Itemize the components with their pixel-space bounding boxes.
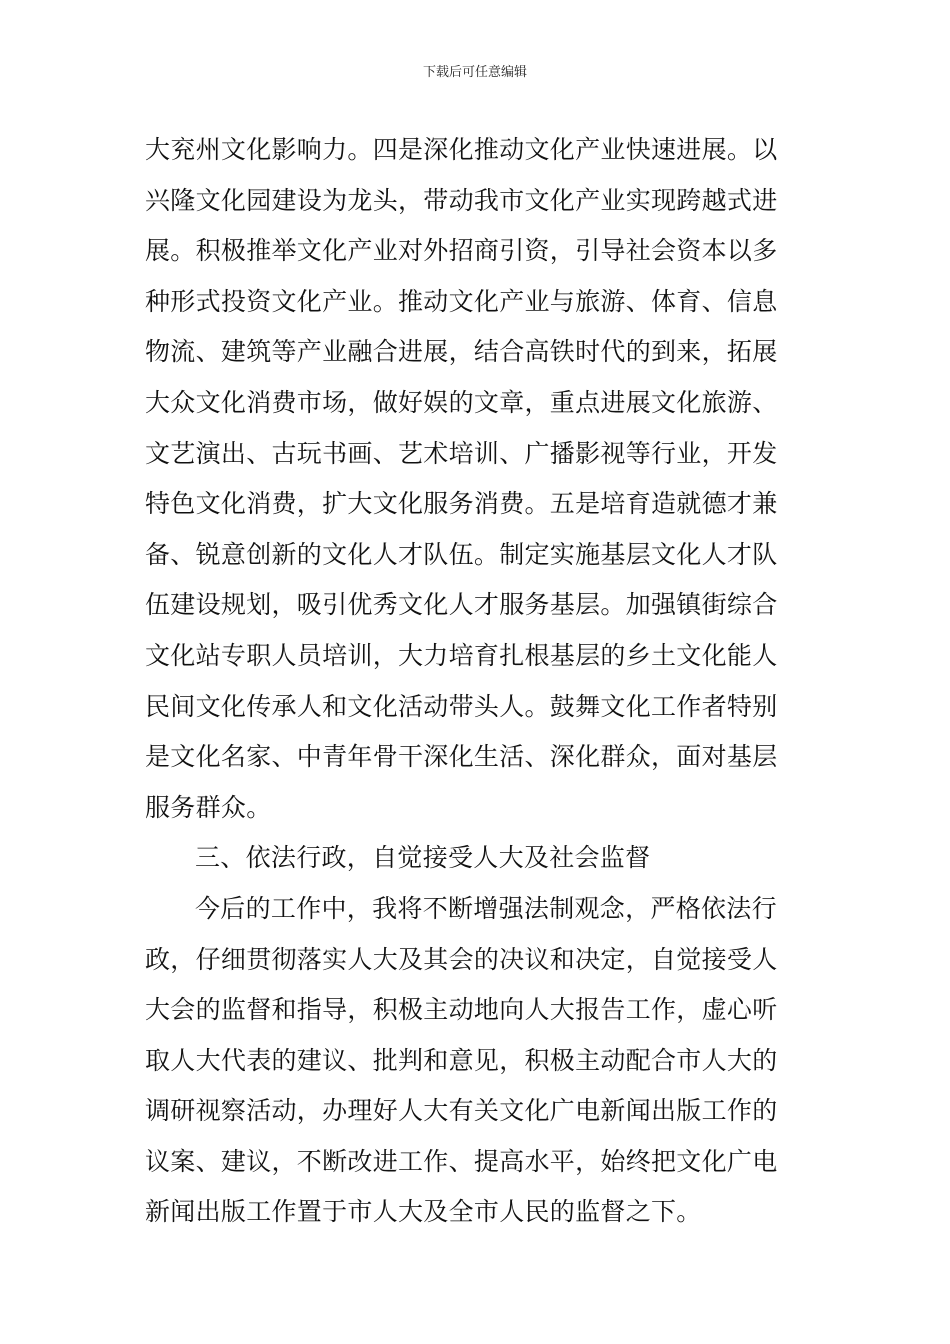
text-line: 服务群众。 [145, 792, 272, 822]
text-line: 展。积极推举文化产业对外招商引资，引导社会资本以多 [145, 236, 778, 266]
text-line: 议案、建议，不断改进工作、提高水平，始终把文化广电 [145, 1146, 778, 1176]
text-line: 取人大代表的建议、批判和意见，积极主动配合市人大的 [145, 1045, 778, 1075]
text-line: 民间文化传承人和文化活动带头人。鼓舞文化工作者特别 [145, 691, 778, 721]
section-heading: 三、依法行政，自觉接受人大及社会监督 [195, 843, 651, 873]
text-line: 兴隆文化园建设为龙头，带动我市文化产业实现跨越式进 [145, 185, 778, 215]
text-line: 是文化名家、中青年骨干深化生活、深化群众，面对基层 [145, 742, 778, 772]
text-line: 今后的工作中，我将不断增强法制观念，严格依法行 [195, 893, 777, 923]
text-line: 调研视察活动，办理好人大有关文化广电新闻出版工作的 [145, 1096, 778, 1126]
text-line: 文艺演出、古玩书画、艺术培训、广播影视等行业，开发 [145, 438, 778, 468]
text-line: 政，仔细贯彻落实人大及其会的决议和决定，自觉接受人 [145, 944, 778, 974]
text-line: 文化站专职人员培训，大力培育扎根基层的乡土文化能人 [145, 640, 778, 670]
text-line: 物流、建筑等产业融合进展，结合高铁时代的到来，拓展 [145, 337, 778, 367]
text-line: 种形式投资文化产业。推动文化产业与旅游、体育、信息 [145, 286, 778, 316]
text-line: 大兖州文化影响力。四是深化推动文化产业快速进展。以 [145, 135, 778, 164]
text-line: 大众文化消费市场，做好娱的文章，重点进展文化旅游、 [145, 387, 778, 417]
document-body [145, 125, 810, 1238]
text-line: 备、锐意创新的文化人才队伍。制定实施基层文化人才队 [145, 539, 778, 569]
text-line: 伍建设规划，吸引优秀文化人才服务基层。加强镇街综合 [145, 590, 778, 620]
text-line: 新闻出版工作置于市人大及全市人民的监督之下。 [145, 1197, 702, 1227]
text-line: 大会的监督和指导，积极主动地向人大报告工作，虚心听 [145, 995, 778, 1025]
page-header: 下载后可任意编辑 [422, 65, 527, 80]
text-line: 特色文化消费，扩大文化服务消费。五是培育造就德才兼 [145, 489, 778, 519]
